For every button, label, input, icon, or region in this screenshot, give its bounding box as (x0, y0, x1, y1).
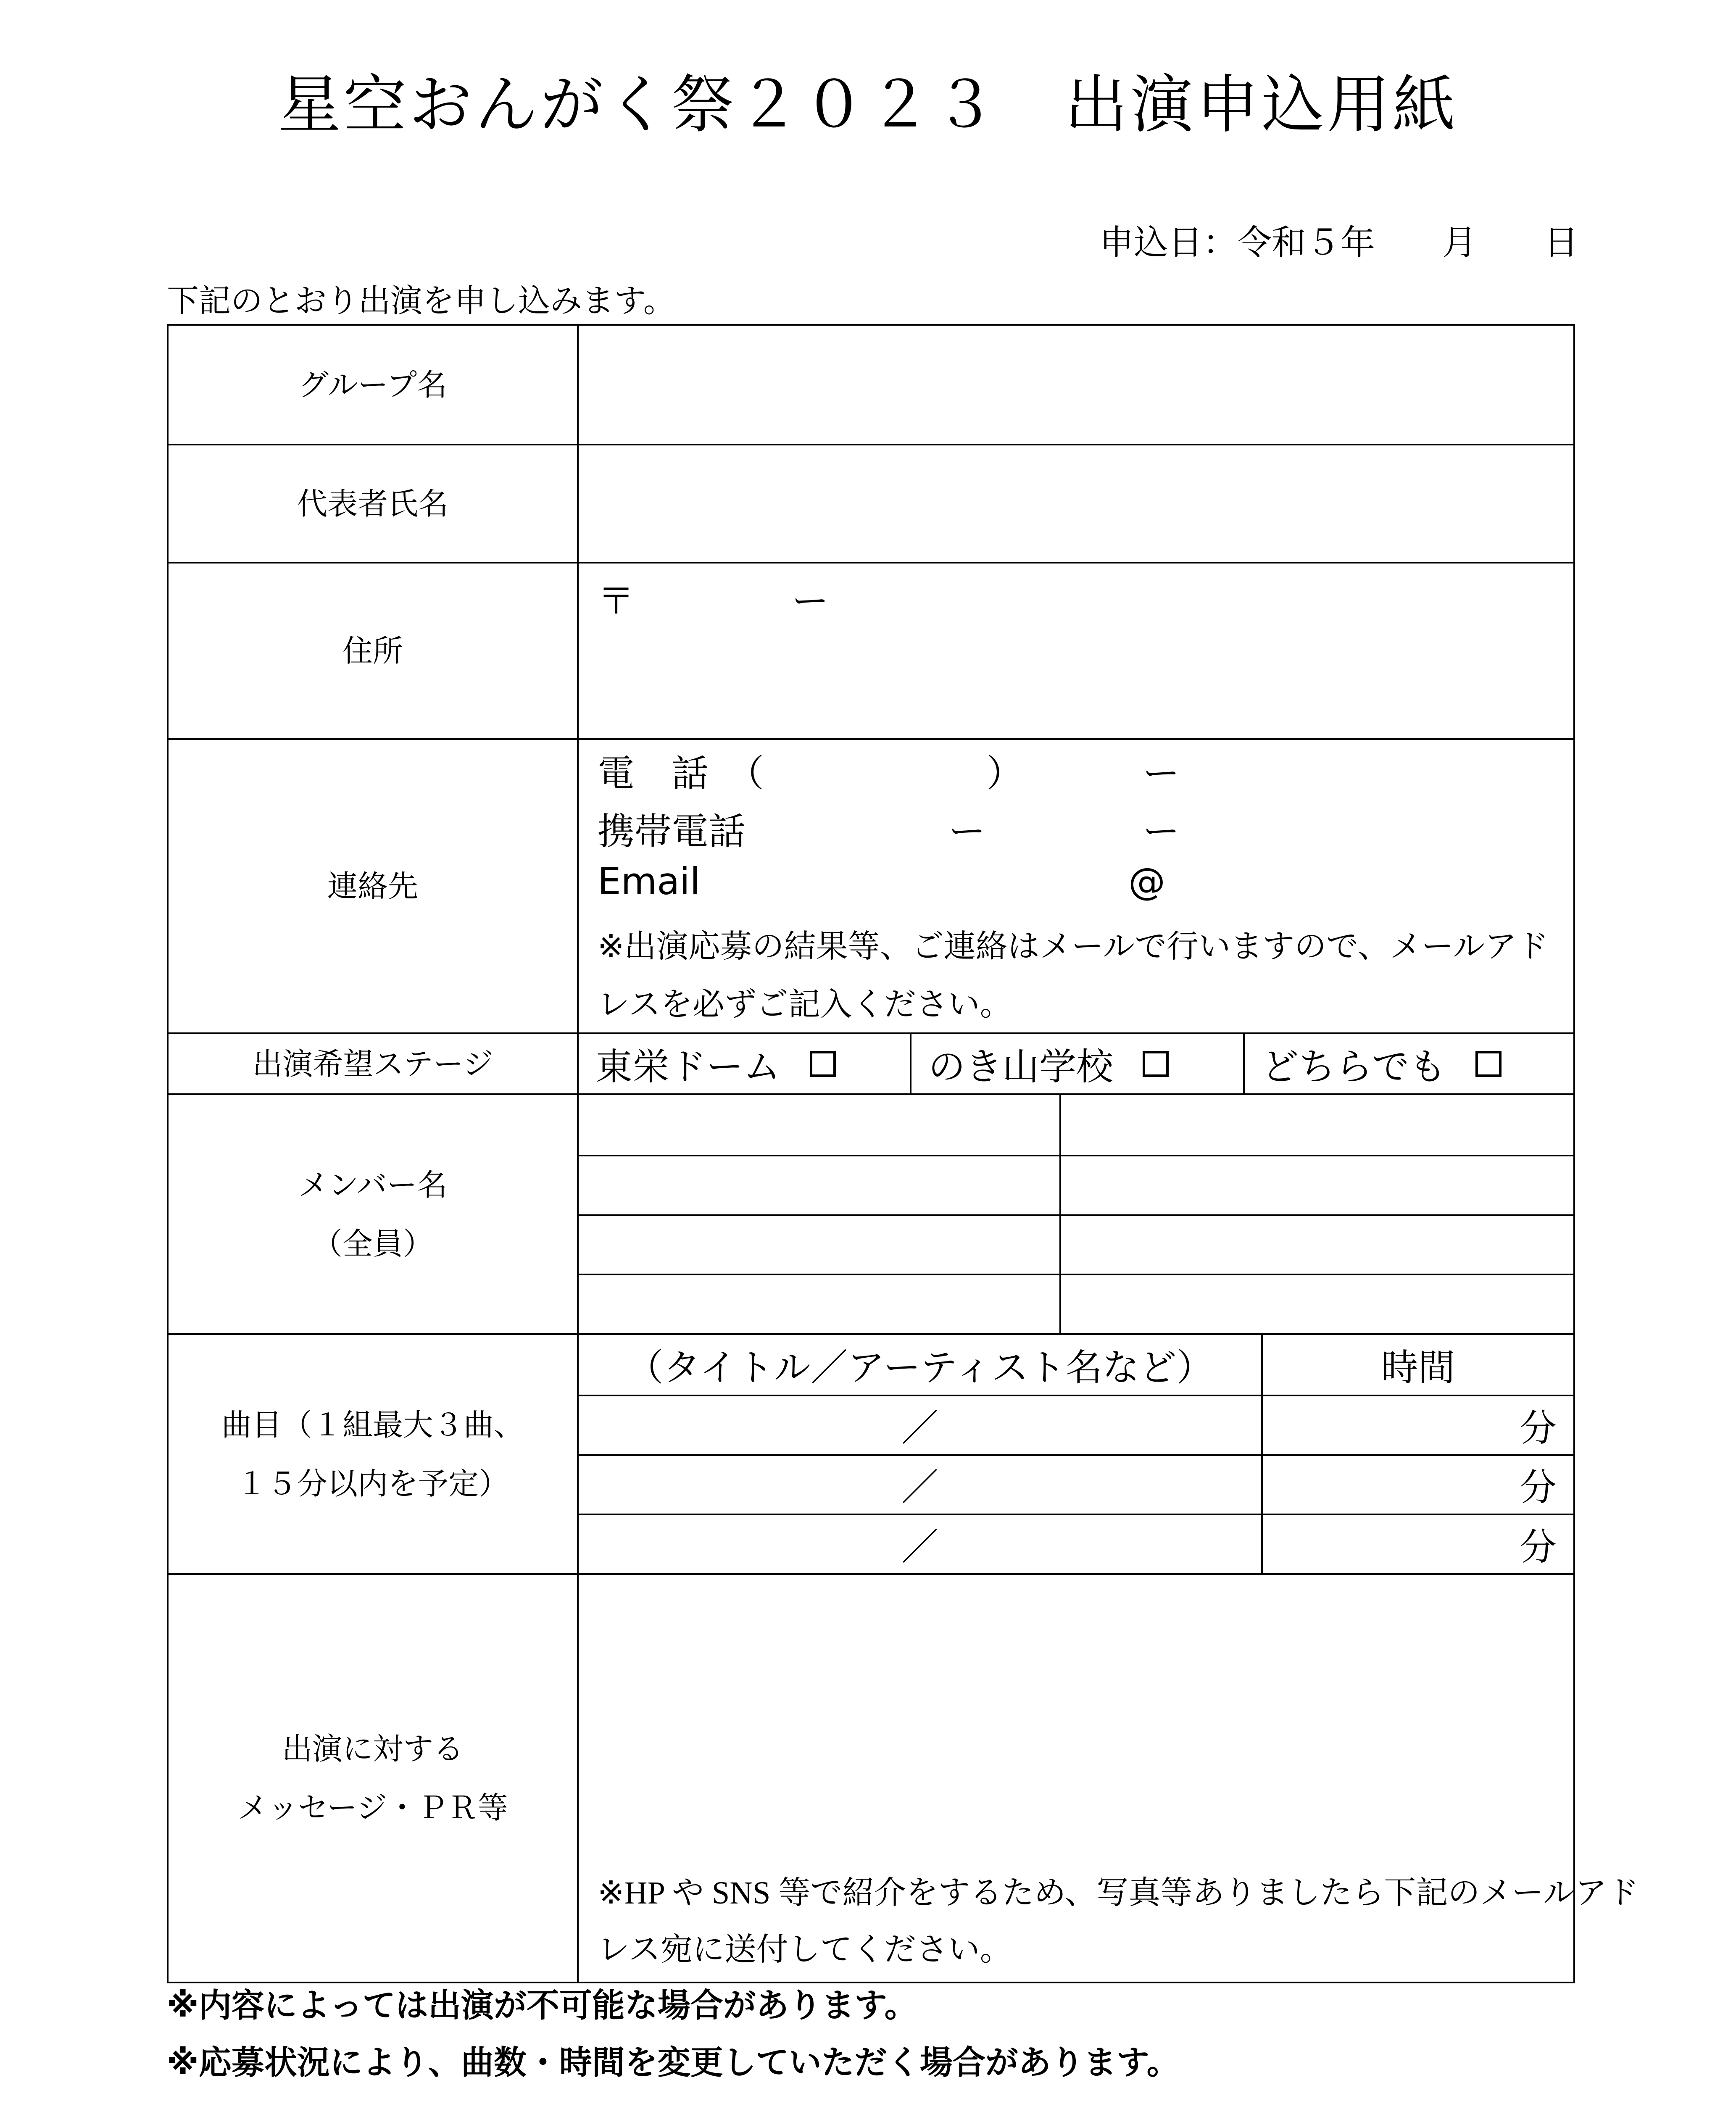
group-name-label: グループ名 (169, 326, 579, 444)
members-grid (579, 1095, 1573, 1333)
application-date (1099, 215, 1578, 264)
row-representative (169, 444, 1573, 562)
song-title-cell[interactable]: ／ (579, 1514, 1263, 1573)
member-cell[interactable] (1061, 1274, 1573, 1333)
intro-text: 下記のとおり出演を申し込みます。 (167, 282, 675, 319)
date-day: 日 (1544, 223, 1578, 263)
mobile-label: 携帯電話 (598, 810, 746, 853)
date-prefix: 申込日：令和５年 (1099, 223, 1375, 263)
contact-field[interactable] (579, 740, 1573, 1032)
mobile-dash-1: ー (948, 810, 986, 853)
member-cell[interactable] (1061, 1214, 1573, 1274)
note-item: ※応募状況により、曲数・時間を変更していただく場合があります。 (167, 2044, 1180, 2082)
mobile-dash-2: ー (1143, 810, 1180, 853)
song-time-cell[interactable]: 分 (1263, 1514, 1573, 1573)
contact-label: 連絡先 (169, 740, 579, 1032)
song-title-cell[interactable]: ／ (579, 1454, 1263, 1514)
note-item: ※内容によっては出演が不可能な場合があります。 (167, 1987, 917, 2025)
member-cell[interactable] (1061, 1155, 1573, 1214)
date-month: 月 (1442, 223, 1477, 263)
page-title: 星空おんがく祭２０２３ 出演申込用紙 (278, 68, 1458, 142)
checkbox-icon[interactable] (1475, 1051, 1502, 1077)
postal-mark: 〒 (598, 579, 635, 623)
message-note-2: レス宛に送付してください。 (598, 1932, 1012, 1967)
checkbox-icon[interactable] (1143, 1051, 1169, 1077)
row-message (169, 1573, 1639, 1982)
member-cell[interactable] (1061, 1095, 1573, 1155)
postal-dash: ー (792, 579, 829, 623)
song-title-cell[interactable]: ／ (579, 1395, 1263, 1454)
row-group-name (169, 326, 1573, 444)
representative-field[interactable] (579, 445, 1573, 562)
members-label: メンバー名 （全員） (169, 1095, 579, 1333)
group-name-field[interactable] (579, 326, 1573, 444)
song-time-cell[interactable]: 分 (1263, 1454, 1573, 1514)
member-cell[interactable] (579, 1274, 1061, 1333)
phone-label: 電 話 （ (598, 752, 764, 795)
phone-dash: ー (1143, 752, 1180, 795)
row-contact (169, 738, 1573, 1032)
email-label: Email (598, 860, 701, 903)
message-field[interactable] (579, 1575, 1639, 1982)
note-item (167, 2091, 1180, 2101)
message-note-1: ※HP や SNS 等で紹介をするため、写真等ありましたら下記のメールアド (598, 1875, 1639, 1911)
song-time-cell[interactable]: 分 (1263, 1395, 1573, 1454)
stage-label: 出演希望ステージ (169, 1034, 579, 1093)
row-songs (169, 1333, 1573, 1573)
phone-paren-close: ） (986, 752, 1024, 795)
member-cell[interactable] (579, 1155, 1061, 1214)
checkbox-icon[interactable] (810, 1051, 836, 1077)
representative-label: 代表者氏名 (169, 445, 579, 562)
stage-options (579, 1034, 1573, 1093)
message-label: 出演に対する メッセージ・ＰＲ等 (169, 1575, 579, 1982)
songs-label: 曲目（１組最大３曲、 １５分以内を予定） (169, 1335, 579, 1573)
address-label: 住所 (169, 563, 579, 738)
stage-option-either[interactable]: どちらでも (1243, 1034, 1573, 1093)
row-address (169, 562, 1573, 738)
songs-header-time: 時間 (1381, 1345, 1455, 1389)
address-field[interactable] (579, 563, 1573, 738)
notes-list (167, 1977, 1180, 2101)
email-at: @ (1128, 860, 1165, 903)
row-stage (169, 1032, 1573, 1093)
stage-option-school[interactable]: のき山学校 (910, 1034, 1243, 1093)
email-note-2: レスを必ずご記入ください。 (598, 985, 1012, 1023)
email-note-1: ※出演応募の結果等、ご連絡はメールで行いますので、メールアド (598, 927, 1549, 965)
songs-grid (579, 1335, 1573, 1573)
member-cell[interactable] (579, 1214, 1061, 1274)
application-form (167, 324, 1639, 1983)
row-members (169, 1093, 1573, 1333)
stage-option-dome[interactable]: 東栄ドーム (579, 1034, 910, 1093)
songs-header-title: （タイトル／アーティスト名など） (579, 1335, 1263, 1395)
member-cell[interactable] (579, 1095, 1061, 1155)
